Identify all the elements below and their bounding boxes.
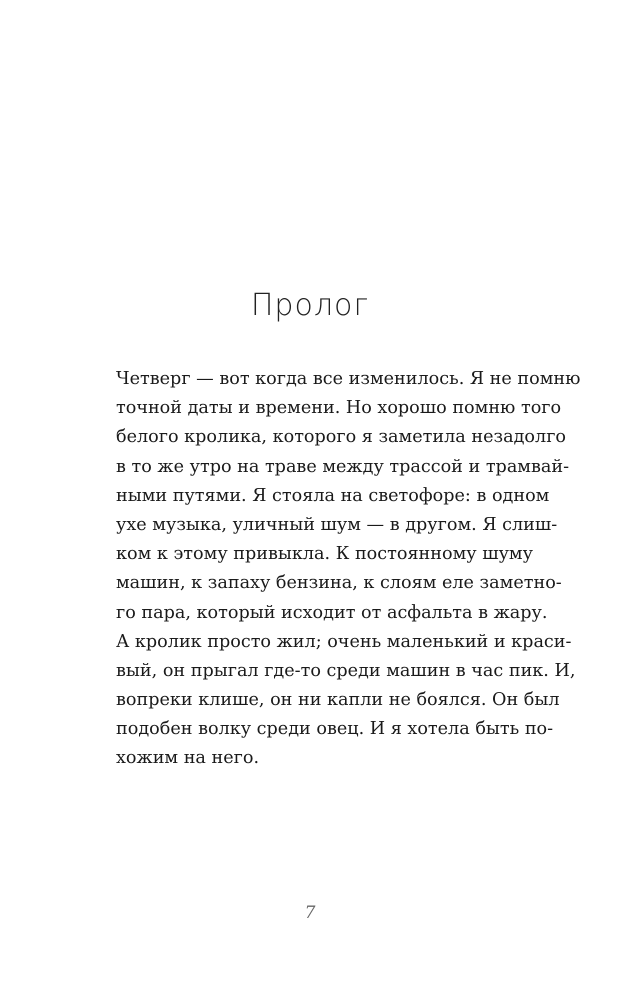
text-line: точной даты и времени. Но хорошо помню того <box>116 398 562 419</box>
text-line: подобен волку среди овец. И я хотела быть по- <box>116 719 554 740</box>
chapter-title: Пролог <box>250 288 370 323</box>
text-line: машин, к запаху бензина, к слоям еле заметно- <box>116 573 562 594</box>
text-line: Четверг — вот когда все изменилось. Я не помню <box>116 369 581 389</box>
text-line: ными путями. Я стояла на светофоре: в одном <box>116 485 550 506</box>
text-line: вый, он прыгал где-то среди машин в час пик. И, <box>116 660 576 681</box>
text-line: го пара, который исходит от асфальта в жару. <box>116 602 548 623</box>
text-line: белого кролика, которого я заметила незадолго <box>116 427 566 448</box>
text-line: хожим на него. <box>116 748 260 769</box>
text-line: ухе музыка, уличный шум — в другом. Я слиш- <box>116 514 558 535</box>
text-line: вопреки клише, он ни капли не боялся. Он был <box>116 690 560 711</box>
text-line: А кролик просто жил; очень маленький и краси- <box>116 631 572 652</box>
text-line: в то же утро на траве между трассой и трамвай- <box>116 456 570 477</box>
page-number: 7 <box>304 903 316 923</box>
text-line: ком к этому привыкла. К постоянному шуму <box>116 544 533 565</box>
body-paragraph <box>116 365 581 774</box>
